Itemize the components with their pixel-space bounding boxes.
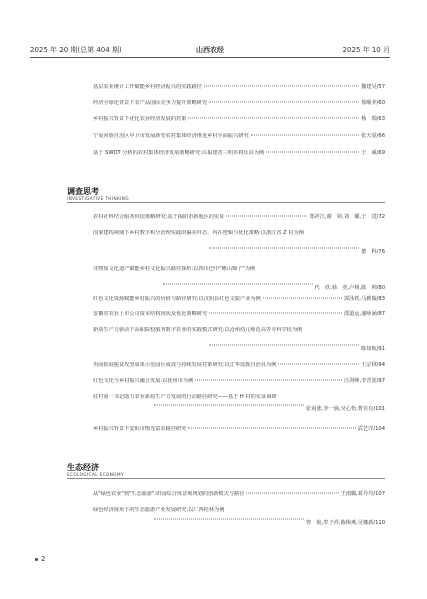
toc-entry[interactable]: 非物质文化遗产赋能乡村文化振兴路径探析:以四川巴中"傩山锦子"为例 代 欣,韩 奕,卢杨,陈 帅 /80 bbox=[93, 266, 385, 291]
toc-entry[interactable]: 红色文化与乡村振兴融合发展:以抚州市为例 汪剑峰,李晋宽 /97 bbox=[93, 378, 385, 384]
toc-entry[interactable]: 驻村第一书记助力农业新质生产力发展的行动路径研究——基于 H 村的实证调研 张甫涨,李一涵,吴心怡,曹有有 /101 bbox=[93, 394, 385, 412]
toc-entry[interactable]: 经济全球化背景下农产品国际竞争力提升策略研究 徐顺养 /60 bbox=[93, 100, 385, 106]
issue-info: 2025 年 20 期(总第 404 期) bbox=[30, 46, 122, 54]
toc-entry[interactable]: 农村社科结合服务供给策略研究:基于揭阳市新地区的实证 郑祥江,谢 婷,刘 璐,王 进 /72 bbox=[93, 214, 385, 220]
running-header bbox=[30, 45, 390, 57]
toc-entry[interactable]: 乡村振兴背景下安阳市衡光富农路径研究 武艺洋 /104 bbox=[93, 426, 385, 432]
section-rule bbox=[67, 478, 385, 479]
header-rule bbox=[30, 57, 390, 58]
toc-entry[interactable]: 安徽省农业上市公司资本结构现状及优化策略研究 邵道运,盛咏涵 /87 bbox=[93, 311, 385, 317]
toc-entry[interactable]: 基于 SWOT 分析的农村集体经济发展策略研究:以福建省三明市将乐县为例 王 威 /69 bbox=[93, 150, 385, 156]
section-subtitle: INVESTIGATIVE THINKING bbox=[67, 196, 129, 201]
toc-entry[interactable]: 新质生产力驱动下高职院校服务数字农业的实践模式研究:以沧州幼儿师范高等专科学校为例 陈知航 /91 bbox=[93, 327, 385, 352]
issue-date: 2025 年 10 月 bbox=[342, 46, 390, 54]
page-number: 2 bbox=[32, 555, 45, 563]
toc-entry[interactable]: 国家建构视域下乡村数字积分治理实践的偏差样态、内在逻辑与优化策略:以浙江省 Z 村为例 董 科 /76 bbox=[93, 230, 385, 255]
toc-entry[interactable]: 宁夏回族自治区中卫市发展新型农村集体经济推进乡村全面振兴研究 张天夏 /66 bbox=[93, 133, 385, 139]
section-subtitle: ECOLOGICAL ECONOMY bbox=[67, 472, 124, 477]
section-title: 调查思考 bbox=[67, 187, 99, 196]
toc-entry[interactable]: 基层农业统计工作赋能乡村经济振兴的实践路径 魏建吴 /57 bbox=[93, 84, 385, 90]
section-title: 生态经济 bbox=[67, 463, 99, 472]
toc-entry[interactable]: 绿色经济视角下的生态旅游产业发展研究:以广西桂林为例 曾 航,牟子祥,陈梅燕,吴娜新 /110 bbox=[93, 507, 385, 526]
toc-entry[interactable]: 乡村振兴背景下优化农业经济发展的对策 杨 瑞 /63 bbox=[93, 116, 385, 122]
section-rule bbox=[67, 202, 385, 203]
journal-name: 山西农经 bbox=[196, 46, 224, 54]
toc-entry[interactable]: 巩固拓展脱贫攻坚成果示范园区成效与持续发展对策研究:以江华瑶族自治县为例 王宗林 /94 bbox=[93, 362, 385, 368]
toc-entry[interactable]: 从"绿色农业"到"生态旅游":田园综合体景观规划的创新模式与路径 王雨璐,葛丹丹 /107 bbox=[93, 491, 385, 497]
toc-entry[interactable]: 红色文化资源赋能乡村振兴的价值与路径研究:以汉阴县红色文旅产业为例 郭泳铁,马雅璇 /83 bbox=[93, 296, 385, 302]
bullet-dot-icon bbox=[35, 558, 38, 561]
